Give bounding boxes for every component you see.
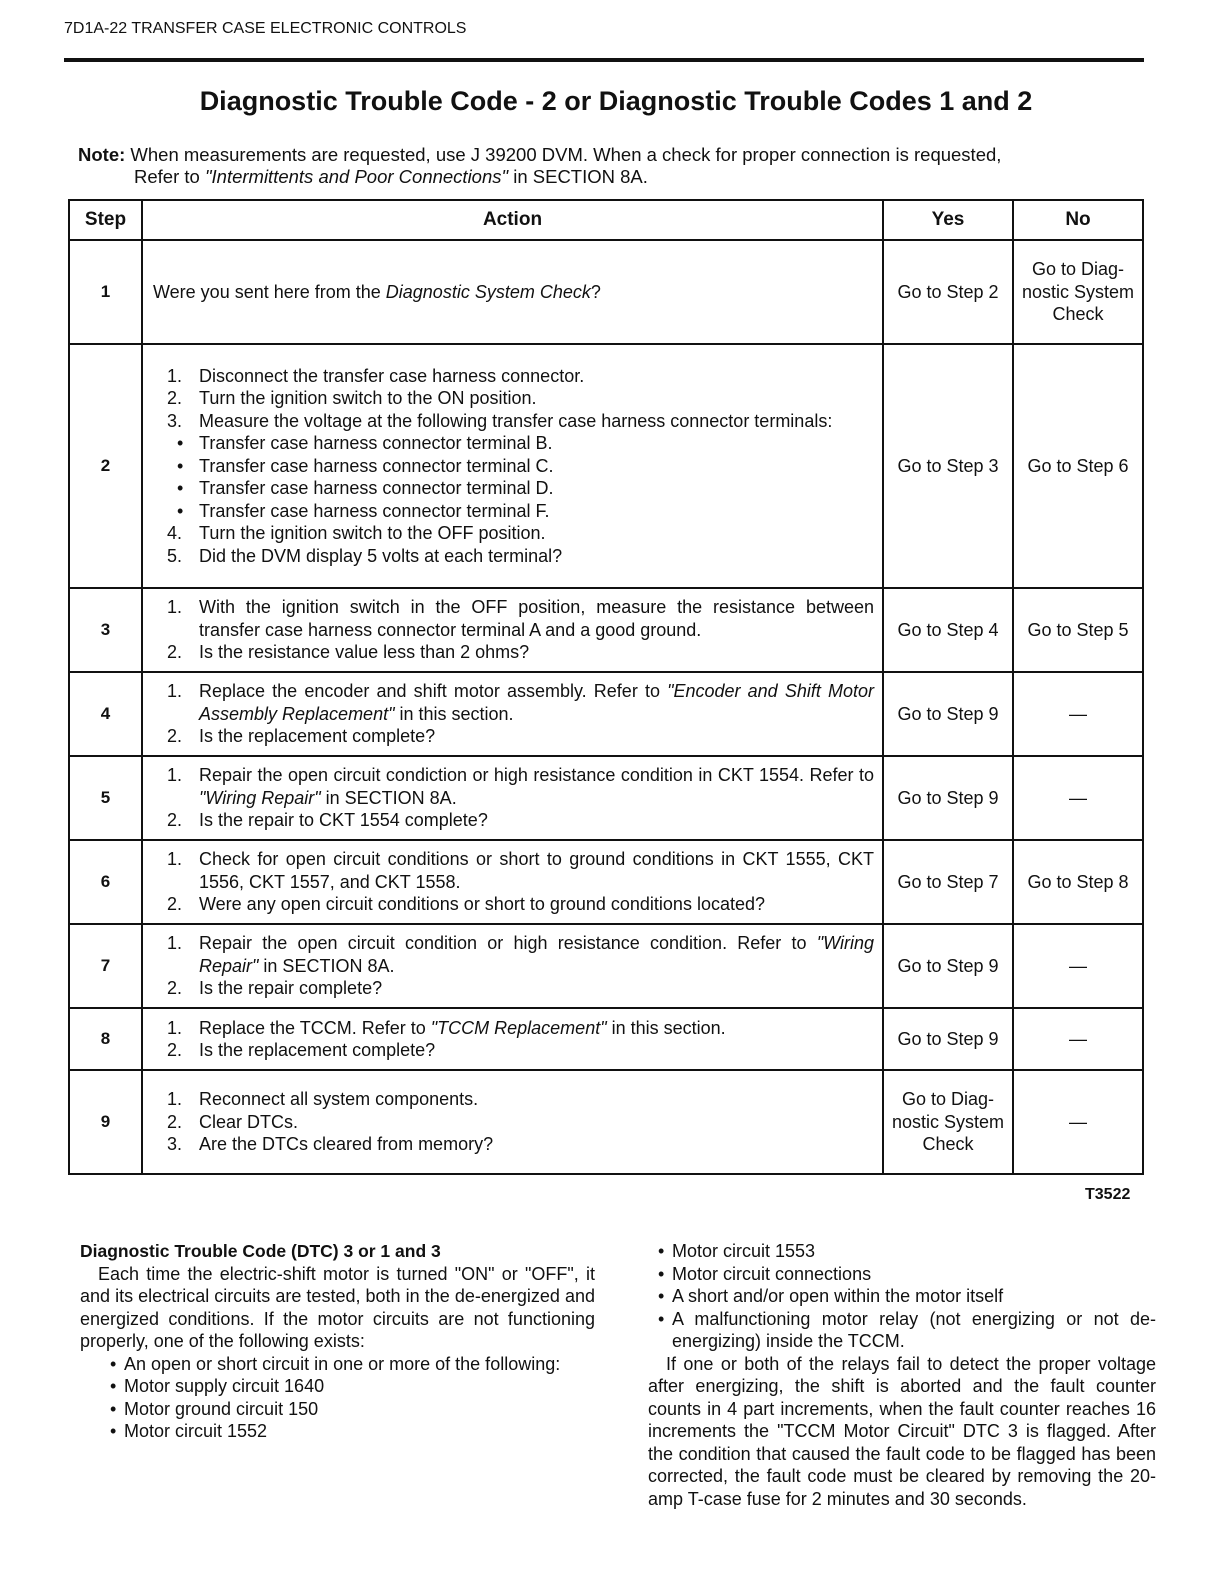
document-title: Diagnostic Trouble Code - 2 or Diagnostic Trouble Codes 1 and 2: [199, 86, 1033, 116]
dtc3-heading: Diagnostic Trouble Code (DTC) 3 or 1 and 3: [80, 1241, 441, 1261]
list-item: 5. Did the DVM display 5 volts at each terminal?: [167, 545, 563, 566]
list-item: 1. Reconnect all system components.: [167, 1089, 479, 1110]
header-action: Action: [142, 200, 883, 240]
list-item: 2. Is the repair to CKT 1554 complete?: [167, 810, 488, 831]
step-action: [142, 1008, 883, 1070]
action-text: ?: [590, 281, 601, 302]
note-line-2-pre: Refer to: [134, 166, 205, 187]
list-item: • Transfer case harness connector terminal C.: [177, 455, 554, 476]
list-item: 1. Check for open circuit conditions or short to ground conditions in CKT 1555, CKT 1556, CKT 1557, and CKT 1558.: [167, 849, 874, 892]
list-item: 1. Replace the TCCM. Refer to "TCCM Replacement" in this section.: [167, 1017, 726, 1038]
list-item: 4. Turn the ignition switch to the OFF position.: [167, 523, 546, 544]
list-item: 3. Are the DTCs cleared from memory?: [167, 1134, 494, 1155]
header-step: Step: [69, 200, 142, 240]
note-line-1: When measurements are requested, use J 39200 DVM. When a check for proper connection is requested,: [130, 144, 1002, 165]
yes-cell: Go to Step 3: [883, 344, 1013, 588]
list-item: • A malfunctioning motor relay (not energizing or not de-energizing) inside the TCCM.: [648, 1308, 1156, 1353]
step-action: [142, 240, 883, 344]
step-action: [142, 1070, 883, 1174]
no-cell: —: [1013, 672, 1143, 756]
yes-cell: Go to Diag-nostic System Check: [883, 1070, 1013, 1174]
note-label: Note:: [78, 144, 126, 165]
list-item: • Transfer case harness connector terminal F.: [177, 500, 550, 521]
table-row: [69, 672, 1143, 756]
dtc3-intro: Each time the electric-shift motor is turned "ON" or "OFF", it and its electrical circuits are tested, both in the de-energized and energized conditions. If the motor circuits are not functioning properly, one of the following exists:: [80, 1263, 595, 1351]
step-number: 2: [69, 344, 142, 588]
table-row: [69, 924, 1143, 1008]
list-item: 2. Is the replacement complete?: [167, 726, 436, 747]
dtc3-left-column: [80, 1240, 595, 1443]
list-item: 2. Turn the ignition switch to the ON position.: [167, 388, 537, 409]
list-item: 1. Repair the open circuit condition or high resistance condition. Refer to "Wiring Repair" in SECTION 8A.: [167, 933, 874, 976]
step-number: 6: [69, 840, 142, 924]
list-item: 1. Repair the open circuit condiction or high resistance condition in CKT 1554. Refer to "Wiring Repair" in SECTION 8A.: [167, 765, 874, 808]
list-item: • Transfer case harness connector terminal B.: [177, 433, 553, 454]
table-row: [69, 1008, 1143, 1070]
no-cell: —: [1013, 756, 1143, 840]
list-item: 2. Clear DTCs.: [167, 1111, 299, 1132]
header-no: No: [1013, 200, 1143, 240]
no-cell: Go to Diag-nostic System Check: [1013, 240, 1143, 344]
step-action: [142, 672, 883, 756]
diagnostic-table: [68, 199, 1144, 1175]
step-number: 4: [69, 672, 142, 756]
chapter-title: TRANSFER CASE ELECTRONIC CONTROLS: [131, 20, 467, 37]
step-action: [142, 924, 883, 1008]
list-item: • Motor circuit 1553: [648, 1240, 1156, 1263]
table-row: [69, 1070, 1143, 1174]
step-number: 8: [69, 1008, 142, 1070]
yes-cell: Go to Step 4: [883, 588, 1013, 672]
action-ref: Diagnostic System Check: [385, 281, 591, 302]
header-yes: Yes: [883, 200, 1013, 240]
page-code: 7D1A-22: [64, 20, 128, 37]
table-row: [69, 240, 1143, 344]
yes-cell: Go to Step 9: [883, 672, 1013, 756]
list-item: 2. Were any open circuit conditions or short to ground conditions located?: [167, 894, 765, 915]
note: [78, 144, 1148, 188]
no-cell: Go to Step 6: [1013, 344, 1143, 588]
table-row: [69, 840, 1143, 924]
yes-cell: Go to Step 9: [883, 924, 1013, 1008]
no-cell: Go to Step 5: [1013, 588, 1143, 672]
note-line-2-ref: "Intermittents and Poor Connections": [204, 166, 509, 187]
step-action: [142, 588, 883, 672]
yes-cell: Go to Step 7: [883, 840, 1013, 924]
dtc3-left-list: [80, 1353, 595, 1443]
step-number: 3: [69, 588, 142, 672]
table-tag: T3522: [1085, 1186, 1131, 1203]
step-action: [142, 756, 883, 840]
page-header: [64, 20, 466, 38]
yes-cell: Go to Step 9: [883, 1008, 1013, 1070]
list-item: 1. Replace the encoder and shift motor assembly. Refer to "Encoder and Shift Motor Assembly Replacement" in this section.: [167, 681, 874, 724]
list-item: 1. Disconnect the transfer case harness connector.: [167, 365, 585, 386]
no-cell: —: [1013, 1070, 1143, 1174]
list-item: 2. Is the repair complete?: [167, 978, 383, 999]
yes-cell: Go to Step 2: [883, 240, 1013, 344]
table-row: [69, 344, 1143, 588]
step-number: 5: [69, 756, 142, 840]
table-row: [69, 756, 1143, 840]
no-cell: Go to Step 8: [1013, 840, 1143, 924]
list-item: 2. Is the resistance value less than 2 ohms?: [167, 642, 530, 663]
dtc3-closing: If one or both of the relays fail to detect the proper voltage after energizing, the shift is aborted and the fault counter counts in 4 part increments, when the fault counter reaches 16 increments the "TCCM Motor Circuit" DTC 3 is flagged. After the condition that caused the fault code to be flagged has been corrected, the fault code must be cleared by removing the 20-amp T-case fuse for 2 minutes and 30 seconds.: [648, 1353, 1156, 1509]
list-item: • Motor circuit 1552: [80, 1420, 595, 1443]
list-item: • An open or short circuit in one or more of the following:: [80, 1353, 595, 1376]
step-number: 9: [69, 1070, 142, 1174]
step-action: [142, 840, 883, 924]
list-item: • A short and/or open within the motor itself: [648, 1285, 1156, 1308]
list-item: 2. Is the replacement complete?: [167, 1040, 436, 1060]
list-item: • Transfer case harness connector terminal D.: [177, 478, 554, 499]
list-item: • Motor supply circuit 1640: [80, 1375, 595, 1398]
dtc3-right-column: [648, 1240, 1156, 1510]
list-item: 3. Measure the voltage at the following transfer case harness connector terminals:: [167, 410, 833, 431]
step-number: 7: [69, 924, 142, 1008]
list-item: • Motor circuit connections: [648, 1263, 1156, 1286]
table-row: [69, 588, 1143, 672]
yes-cell: Go to Step 9: [883, 756, 1013, 840]
no-cell: —: [1013, 1008, 1143, 1070]
dtc3-right-list: [648, 1240, 1156, 1353]
no-cell: —: [1013, 924, 1143, 1008]
step-number: 1: [69, 240, 142, 344]
note-line-2-post: in SECTION 8A.: [508, 166, 648, 187]
step-action: [142, 344, 883, 588]
action-text: Were you sent here from the: [153, 281, 386, 302]
list-item: 1. With the ignition switch in the OFF position, measure the resistance between transfer case harness connector terminal A and a good ground.: [167, 597, 874, 640]
list-item: • Motor ground circuit 150: [80, 1398, 595, 1421]
table-header-row: [69, 200, 1143, 240]
